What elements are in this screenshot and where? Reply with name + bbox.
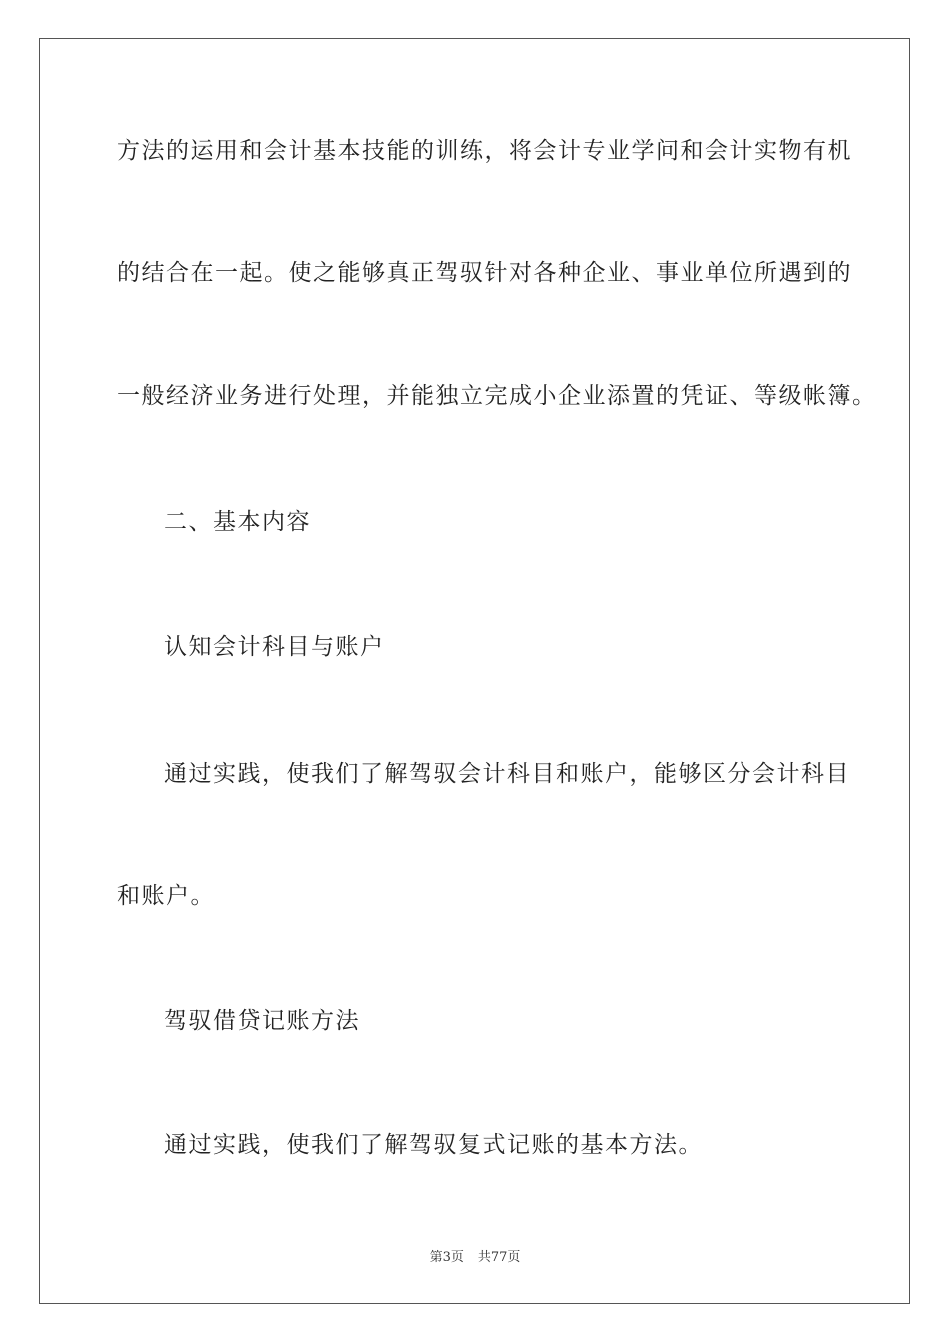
paragraph-line: 方法的运用和会计基本技能的训练，将会计专业学问和会计实物有机 — [117, 138, 852, 164]
page-number: 第3页 — [429, 1250, 464, 1265]
subsection-heading: 驾驭借贷记账方法 — [164, 1008, 360, 1034]
paragraph-line: 一般经济业务进行处理，并能独立完成小企业添置的凭证、等级帐簿。 — [117, 383, 877, 409]
paragraph-line: 的结合在一起。使之能够真正驾驭针对各种企业、事业单位所遇到的 — [117, 260, 852, 286]
section-heading: 二、基本内容 — [164, 509, 311, 535]
page-frame — [39, 38, 910, 1304]
page-total: 共77页 — [477, 1250, 521, 1265]
subsection-heading: 认知会计科目与账户 — [164, 634, 385, 660]
paragraph-line: 和账户。 — [117, 883, 215, 909]
paragraph-line: 通过实践，使我们了解驾驭会计科目和账户，能够区分会计科目 — [164, 761, 850, 787]
paragraph-line: 通过实践，使我们了解驾驭复式记账的基本方法。 — [164, 1132, 703, 1158]
page-footer — [0, 1246, 950, 1265]
